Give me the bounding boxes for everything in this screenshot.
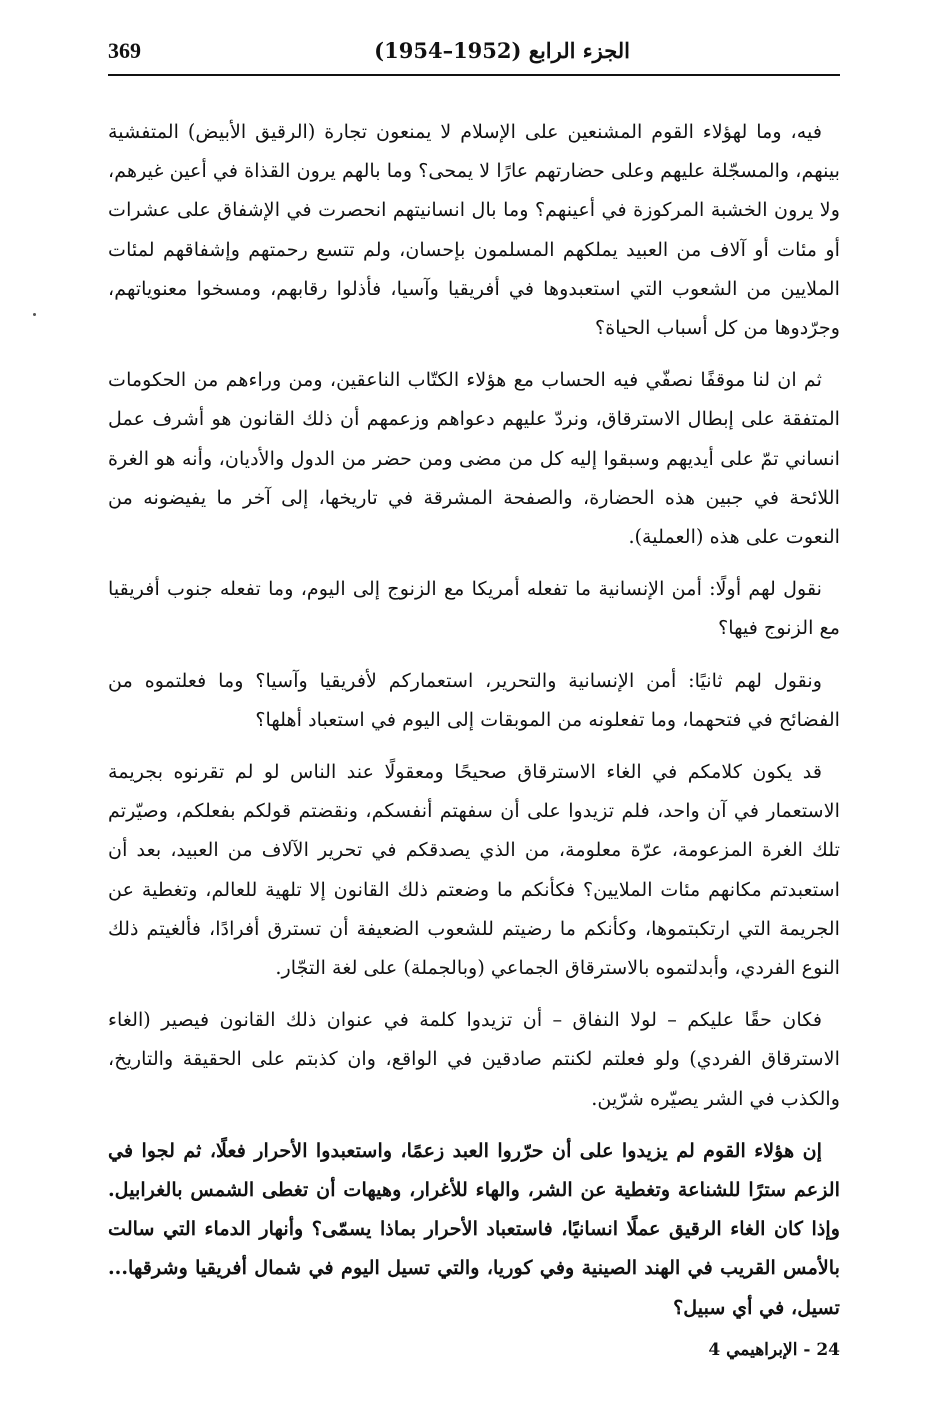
paragraph: ونقول لهم ثانيًا: أمن الإنسانية والتحرير، استعماركم لأفريقيا وآسيا؟ وما فعلتموه من الفضائح في فتحهما، وما تفعلونه من الموبقات إلى اليوم في استعباد أهلها؟ xyxy=(108,668,840,731)
paragraph: نقول لهم أولًا: أمن الإنسانية ما تفعله أمريكا مع الزنوج إلى اليوم، وما تفعله جنوب أفريقيا مع الزنوج فيها؟ xyxy=(108,577,840,640)
running-title: الجزء الرابع (1952–1954) xyxy=(374,38,630,63)
book-page xyxy=(108,34,840,1374)
bold-paragraph: إن هؤلاء القوم لم يزيدوا على أن حرّروا العبد زعمًا، واستعبدوا الأحرار فعلًا، ثم لجوا في الزعم سترًا للشناعة وتغطية عن الشر، والهاء للأغرار، وهيهات أن تغطى الشمس بالغرابيل. وإذا كان الغاء الرقيق عملًا انسانيًا، فاستعباد الأحرار بماذا يسمّى؟ وأنهار الدماء التي سالت بالأمس القريب في الهند الصينية وفي كوريا، والتي تسيل اليوم في شمال أفريقيا وشرقها... تسيل، في أي سبيل؟ xyxy=(108,1138,840,1319)
page-number: 369 xyxy=(108,38,141,63)
page-body xyxy=(108,76,840,1327)
paragraph: فيه، وما لهؤلاء القوم المشنعين على الإسلام لا يمنعون تجارة (الرقيق الأبيض) المتفشية بينهم، والمسجّلة عليهم وعلى حضارتهم عارًا لا يمحى؟ وما بالهم يرون القذاة في أعين غيرهم، ولا يرون الخشبة المركوزة في أعينهم؟ وما بال انسانيتهم انحصرت في الإشفاق على عشرات أو مئات أو آلاف من العبيد يملكهم المسلمون بإحسان، ولم تتسع رحمتهم وإشفاقهم لمئات الملايين من الشعوب التي استعبدوها في أفريقيا وآسيا، فأذلوا رقابهم، ومسخوا معنوياتهم، وجرّدوها من كل أسباب الحياة؟ xyxy=(108,120,840,340)
paragraph: ثم ان لنا موقفًا نصفّي فيه الحساب مع هؤلاء الكتّاب الناعقين، ومن وراءهم من الحكومات المتفقة على إبطال الاسترقاق، ونردّ عليهم دعواهم وزعمهم أن ذلك القانون هو أشرف عمل انساني تمّ على أيديهم وسبقوا إليه كل من مضى ومن حضر من الدول والأديان، وأنه هو الغرة اللائحة في جبين هذه الحضارة، والصفحة المشرقة في تاريخها، إلى آخر ما يفيضونه من النعوت على هذه (العملية). xyxy=(108,368,840,549)
paragraph: قد يكون كلامكم في الغاء الاسترقاق صحيحًا ومعقولًا عند الناس لو لم تقرنوه بجريمة الاستعمار في آن واحد، فلم تزيدوا على أن سفهتم أنفسكم، ونقضتم قولكم بفعلكم، وصيّرتم تلك الغرة المزعومة، عرّة معلومة، من الذي يصدقكم في تحرير الآلاف من العبيد، بعد أن استعبدتم مكانهم مئات الملايين؟ فكأنكم ما وضعتم ذلك القانون إلا تلهية للعالم، وتغطية عن الجريمة التي ارتكبتموها، وكأنكم ما رضيتم للشعوب الضعيفة أن تسترق أفرادًا، فألغيتم ذلك النوع الفردي، وأبدلتموه بالاسترقاق الجماعي (وبالجملة) على لغة التجّار. xyxy=(108,760,840,980)
signature-footer: 24 - الإبراهيمي 4 xyxy=(708,1339,840,1360)
paragraph: فكان حقًا عليكم – لولا النفاق – أن تزيدوا كلمة في عنوان ذلك القانون فيصير (الغاء الاسترقاق الفردي) ولو فعلتم لكنتم صادقين في الواقع، وان كذبتم على الحقيقة والتاريخ، والكذب في الشر يصيّره شرّين. xyxy=(108,1008,840,1110)
margin-mark xyxy=(33,313,36,316)
running-header xyxy=(108,34,840,76)
